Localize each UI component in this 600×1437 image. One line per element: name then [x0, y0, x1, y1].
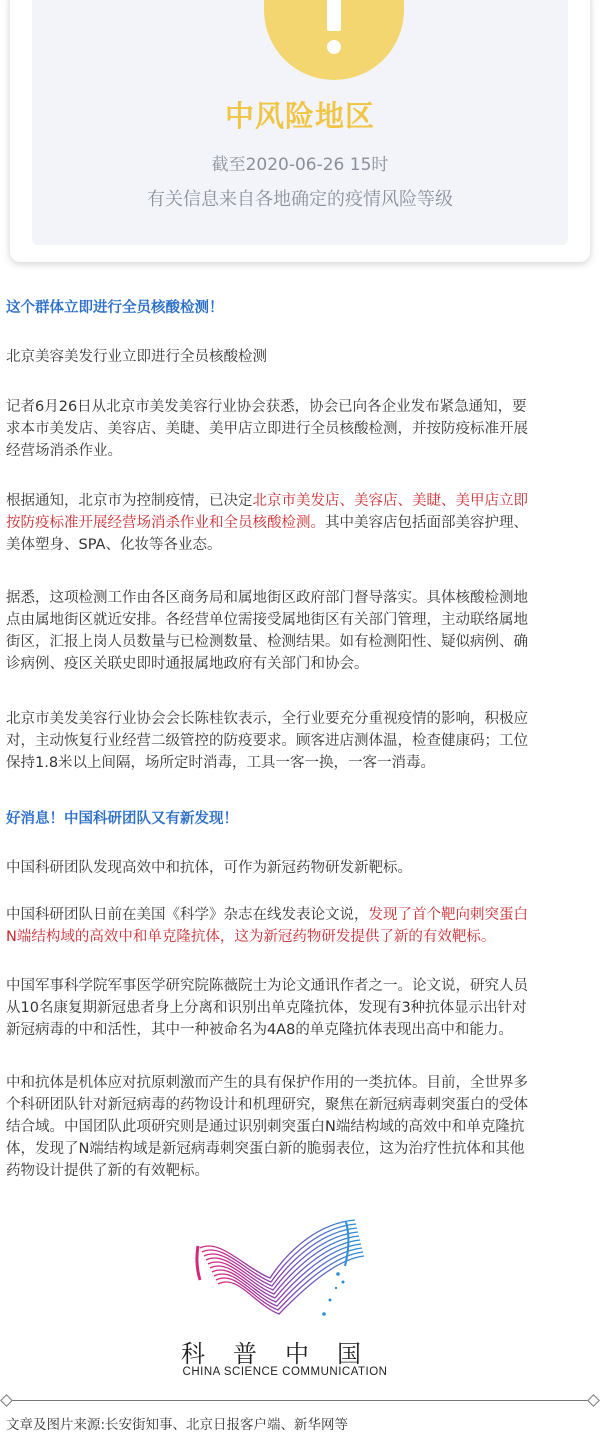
text-line: 对，主动恢复行业经营二级管控的防疫要求。顾客进店测体温，检查健康码；工位: [6, 733, 528, 749]
text-run: 其中美容店包括面部美容护理、: [325, 515, 528, 531]
highlight-text: N端结构域的高效中和单克隆抗体，这为新冠药物研发提供了新的有效靶标。: [6, 929, 496, 945]
paragraph-lead: 北京美容美发行业立即进行全员核酸检测: [6, 349, 267, 365]
footer-divider: [4, 1400, 596, 1401]
section-heading-research: 好消息！中国科研团队又有新发现！: [6, 811, 238, 827]
divider-diamond-left: [0, 1394, 13, 1407]
logo-chinese-text: 科普中国: [181, 1340, 389, 1368]
text-line: 街区，汇报上岗人员数量与已检测数量、检测结果。如有检测阳性、疑似病例、确: [6, 634, 528, 650]
divider-diamond-right: [587, 1394, 600, 1407]
logo-english-text: CHINA SCIENCE COMMUNICATION: [182, 1366, 388, 1378]
text-line: 新冠病毒的中和活性，其中一种被命名为4A8的单克隆抗体表现出高中和能力。: [6, 1022, 513, 1038]
text-line: 经营场消杀作业。: [6, 443, 122, 459]
text-line: 体，发现了N端结构域是新冠病毒刺突蛋白新的脆弱表位，这为治疗性抗体和其他: [6, 1141, 525, 1157]
text-run: 根据通知，北京市为控制疫情，已决定: [6, 493, 253, 509]
risk-card: [0, 0, 600, 268]
risk-time: 截至2020-06-26 15时: [211, 155, 389, 175]
source-credit: 文章及图片来源:长安街知事、北京日报客户端、新华网等: [6, 1417, 349, 1433]
risk-card-body: [32, 0, 568, 245]
highlight-text: 北京市美发店、美容店、美睫、美甲店立即: [252, 493, 528, 509]
text-line: 中国军事科学院军事医学研究院陈薇院士为论文通讯作者之一。论文说，研究人员: [6, 978, 528, 994]
text-line: 结合域。中国团队此项研究则是通过识别刺突蛋白N端结构域的高效中和单克隆抗: [6, 1119, 525, 1135]
paragraph-antibody: [6, 1072, 596, 1182]
paragraph-decision: [6, 490, 596, 556]
text-run: 中国科研团队日前在美国《科学》杂志在线发表论文说，: [6, 907, 369, 923]
highlight-text: 按防疫标准开展经营场消杀作业和全员核酸检测。: [6, 515, 325, 531]
text-line: 中和抗体是机体应对抗原刺激而产生的具有保护作用的一类抗体。目前，全世界多: [6, 1075, 528, 1091]
text-line: 据悉，这项检测工作由各区商务局和属地街区政府部门督导落实。具体核酸检测地: [6, 590, 528, 606]
section-heading-testing: 这个群体立即进行全员核酸检测！: [6, 300, 224, 316]
exclamation-icon: [264, 0, 404, 80]
text-line: 北京市美发美容行业协会会长陈桂钦表示，全行业要充分重视疫情的影响，积极应: [6, 711, 528, 727]
highlight-text: 发现了首个靶向刺突蛋白: [368, 907, 528, 923]
paragraph-association: [6, 708, 596, 774]
text-line: 求本市美发店、美容店、美睫、美甲店立即进行全员核酸检测，并按防疫标准开展: [6, 421, 528, 437]
text-line: 点由属地街区就近安排。各经营单位需接受属地街区有关部门管理，主动联络属地: [6, 612, 528, 628]
paragraph-science-paper: [6, 904, 596, 948]
text-line: 药物设计提供了新的有效靶标。: [6, 1163, 209, 1179]
logo-wave-graphic: [150, 1218, 450, 1333]
text-line: 记者6月26日从北京市美发美容行业协会获悉，协会已向各企业发布紧急通知，要: [6, 399, 527, 415]
text-line: 保持1.8米以上间隔，场所定时消毒，工具一客一换，一客一消毒。: [6, 755, 436, 771]
text-line: 个科研团队针对新冠病毒的药物设计和机理研究，聚焦在新冠病毒刺突蛋白的受体: [6, 1097, 528, 1113]
paragraph-research-lead: 中国科研团队发现高效中和抗体，可作为新冠药物研发新靶标。: [6, 860, 412, 876]
paragraph-notice: [6, 396, 596, 462]
text-line: 从10名康复期新冠患者身上分离和识别出单克隆抗体，发现有3种抗体显示出针对: [6, 1000, 527, 1016]
risk-card-frame: [10, 0, 590, 262]
risk-source-note: 有关信息来自各地确定的疫情风险等级: [147, 189, 453, 210]
text-line: 诊病例、疫区关联史即时通报属地政府有关部门和协会。: [6, 656, 369, 672]
risk-level: 中风险地区: [224, 99, 375, 133]
paragraph-implementation: [6, 587, 596, 675]
text-line: 美体塑身、SPA、化妆等各业态。: [6, 537, 222, 553]
paragraph-authors: [6, 975, 596, 1041]
kepu-china-logo: [150, 1218, 450, 1383]
